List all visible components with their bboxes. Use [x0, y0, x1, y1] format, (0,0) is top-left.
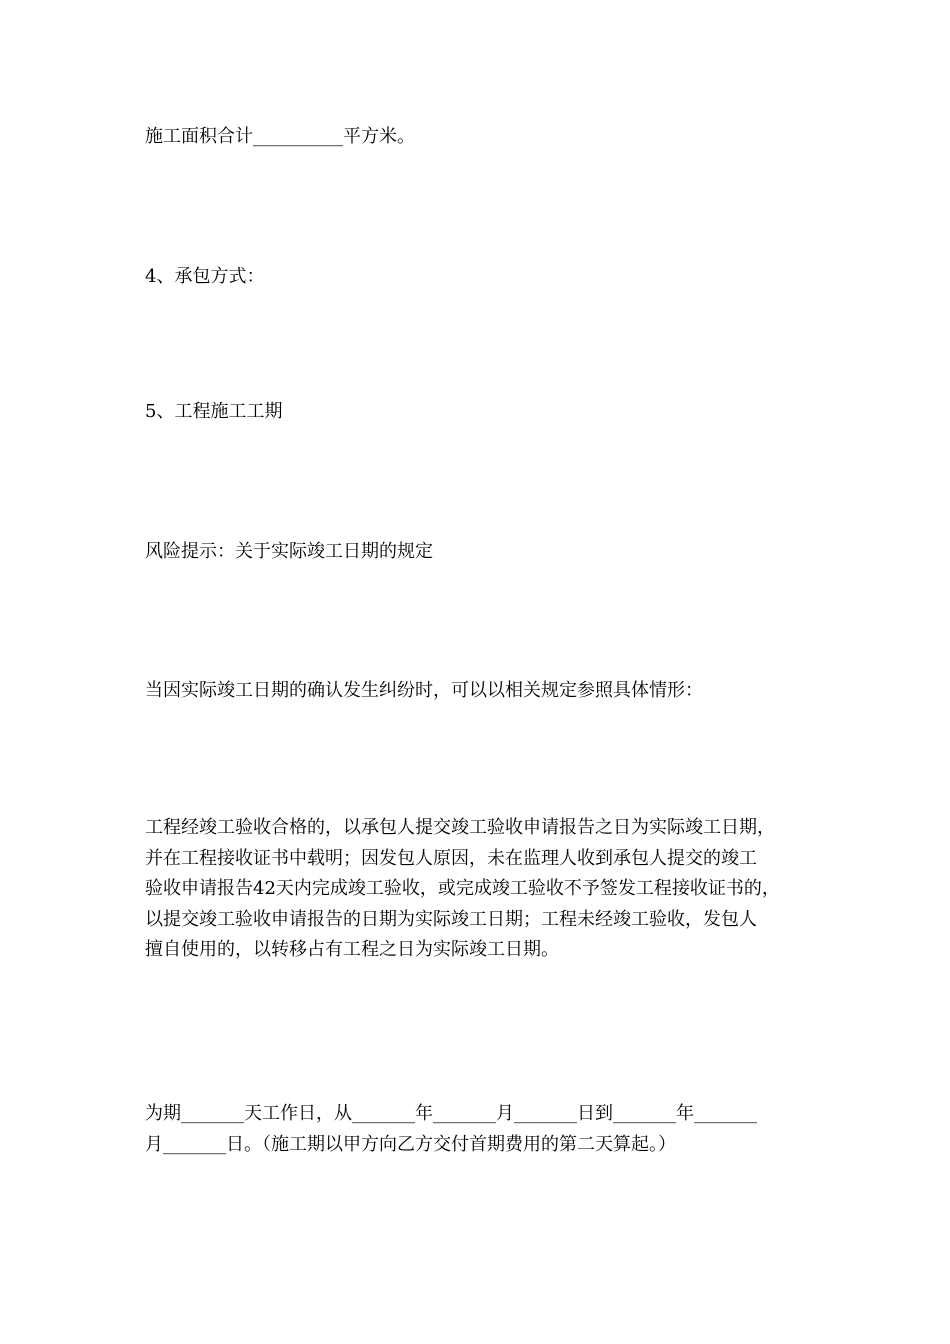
rules-line: 并在工程接收证书中载明；因发包人原因，未在监理人收到承包人提交的竣工 [145, 847, 757, 869]
construction-period-heading: 5、工程施工工期 [145, 401, 283, 422]
risk-tip-heading: 风险提示：关于实际竣工日期的规定 [145, 541, 433, 562]
area-total-line: 施工面积合计__________平方米。 [145, 126, 415, 147]
contract-method-heading: 4、承包方式： [145, 266, 265, 287]
rules-line: 以提交竣工验收申请报告的日期为实际竣工日期；工程未经竣工验收，发包人 [145, 908, 757, 930]
rules-paragraph [145, 813, 815, 966]
period-paragraph [145, 1099, 815, 1160]
period-line: 为期_______天工作日，从_______年_______月_______日到_______年_______ [145, 1103, 757, 1124]
rules-line: 工程经竣工验收合格的，以承包人提交竣工验收申请报告之日为实际竣工日期， [145, 817, 775, 838]
period-line: 月_______日。（施工期以甲方向乙方交付首期费用的第二天算起。） [145, 1133, 676, 1155]
dispute-intro-line: 当因实际竣工日期的确认发生纠纷时，可以以相关规定参照具体情形： [145, 680, 703, 701]
rules-line: 擅自使用的，以转移占有工程之日为实际竣工日期。 [145, 939, 559, 960]
rules-line: 验收申请报告42天内完成竣工验收，或完成竣工验收不予签发工程接收证书的， [145, 878, 780, 899]
